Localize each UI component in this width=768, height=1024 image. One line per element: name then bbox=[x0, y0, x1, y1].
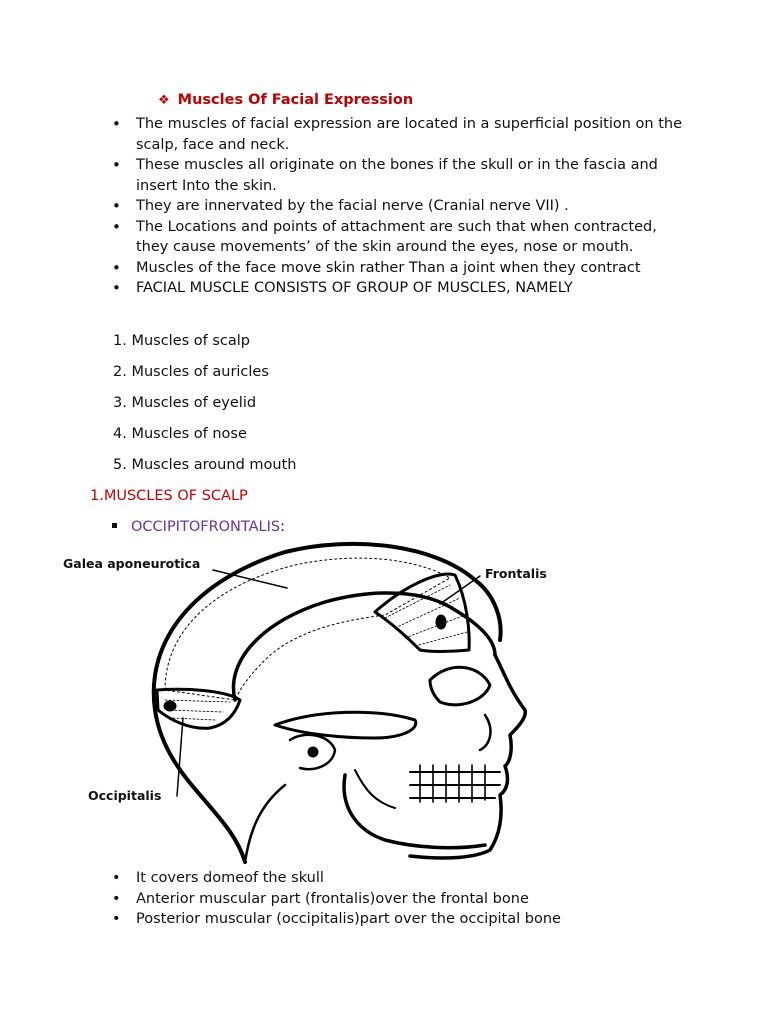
skull-illustration-icon bbox=[55, 540, 555, 866]
list-item: • FACIAL MUSCLE CONSISTS OF GROUP OF MUSCLES, NAMELY bbox=[112, 279, 573, 297]
intro-bullet-list bbox=[112, 114, 692, 299]
list-item: • Posterior muscular (occipitalis)part over the occipital bone bbox=[112, 909, 692, 930]
bullet-dot-icon: • bbox=[112, 217, 121, 236]
occipitofrontalis-label: OCCIPITOFRONTALIS bbox=[131, 519, 281, 535]
bullet-dot-icon: • bbox=[112, 890, 121, 907]
heading-title: Muscles Of Facial Expression bbox=[177, 92, 414, 108]
bullet-dot-icon: • bbox=[112, 911, 121, 927]
bullet-dot-icon: • bbox=[112, 115, 121, 133]
occipitalis-label: Occipitalis bbox=[88, 788, 162, 803]
skull-diagram bbox=[55, 540, 555, 866]
list-item: • The Locations and points of attachment are such that when contracted, they cause movements’ of the skin around the eyes, nose or mouth. bbox=[112, 217, 657, 255]
galea-aponeurotica-label: Galea aponeurotica bbox=[63, 556, 201, 571]
occipitofrontalis-bullet-list bbox=[112, 868, 692, 930]
bullet-dot-icon: • bbox=[112, 197, 121, 215]
list-item: 5. Muscles around mouth bbox=[113, 457, 297, 473]
bullet-dot-icon: • bbox=[112, 156, 121, 174]
list-item: 3. Muscles of eyelid bbox=[113, 395, 257, 411]
list-item: • They are innervated by the facial nerve (Cranial nerve VII) . bbox=[112, 197, 569, 215]
subheading: OCCIPITOFRONTALIS: bbox=[112, 519, 285, 535]
list-item: • Muscles of the face move skin rather Than a joint when they contract bbox=[112, 258, 641, 277]
muscle-group-list bbox=[113, 332, 296, 487]
list-item: 1. Muscles of scalp bbox=[113, 333, 251, 349]
frontalis-label: Frontalis bbox=[485, 566, 547, 581]
square-bullet-icon bbox=[112, 523, 117, 528]
bullet-dot-icon: • bbox=[112, 258, 121, 277]
list-item: • The muscles of facial expression are located in a superficial position on the scalp, face and neck. bbox=[112, 115, 683, 153]
list-item: • Anterior muscular part (frontalis)over the frontal bone bbox=[112, 889, 692, 910]
list-item: • It covers domeof the skull bbox=[112, 868, 692, 889]
list-item: • These muscles all originate on the bones if the skull or in the fascia and insert Into the skin. bbox=[112, 156, 658, 194]
list-item: 2. Muscles of auricles bbox=[113, 364, 269, 380]
list-item: 4. Muscles of nose bbox=[113, 426, 247, 442]
section-heading bbox=[158, 92, 413, 108]
diamond-bullet-icon: ❖ bbox=[158, 93, 170, 108]
bullet-dot-icon: • bbox=[112, 870, 121, 886]
scalp-section-title: 1.MUSCLES OF SCALP bbox=[90, 488, 248, 504]
bullet-dot-icon: • bbox=[112, 279, 121, 297]
